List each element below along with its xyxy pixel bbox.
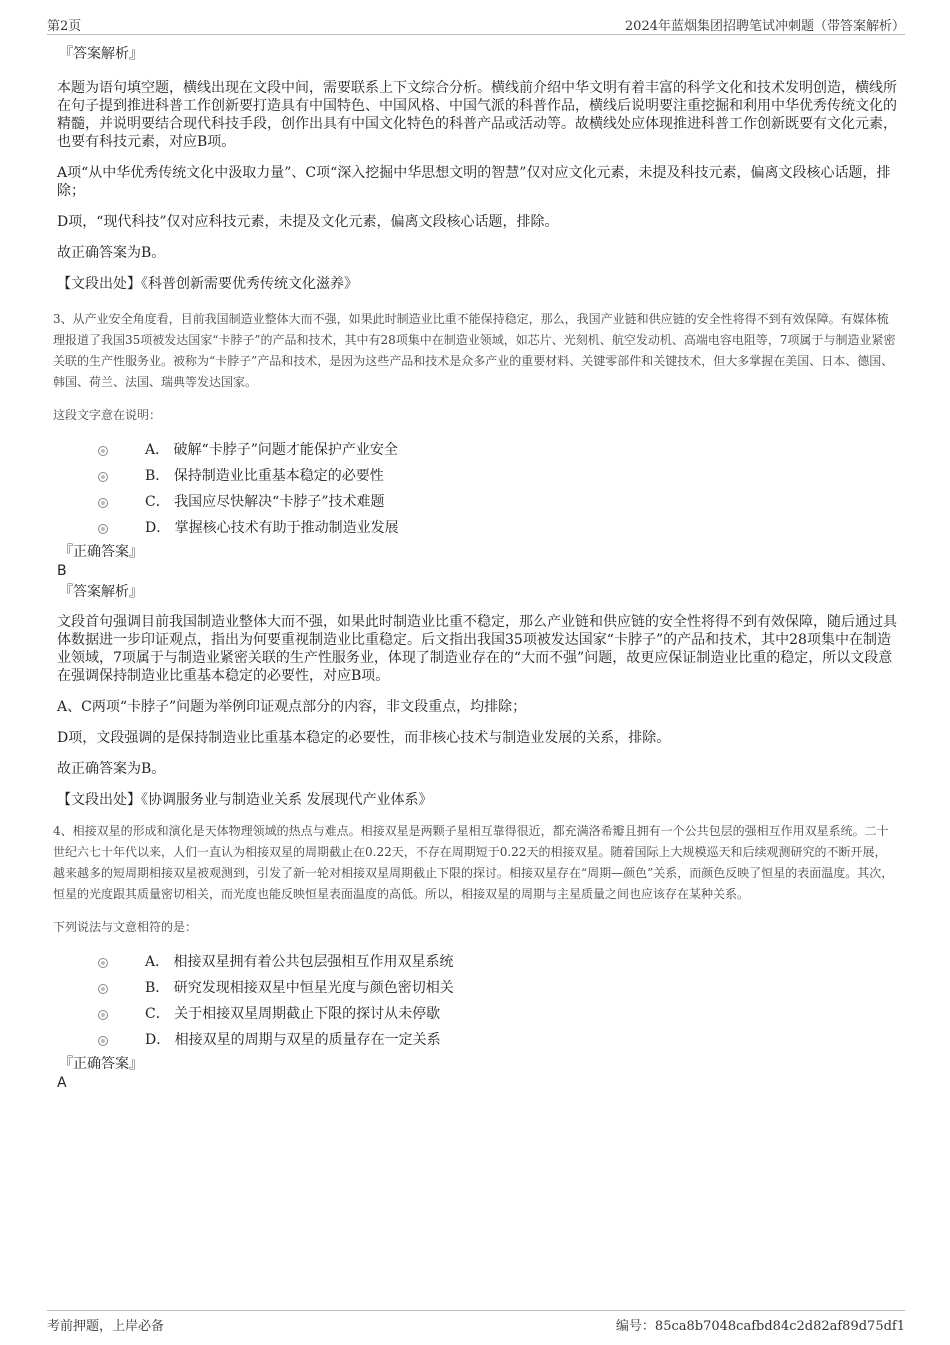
option-d[interactable] [57, 1028, 897, 1054]
option-a[interactable] [57, 438, 897, 464]
option-label: B． 保持制造业比重基本稳定的必要性 [145, 468, 384, 484]
radio-button-icon[interactable] [98, 498, 108, 508]
radio-button-icon[interactable] [98, 524, 108, 534]
option-label: B． 研究发现相接双星中恒星光度与颜色密切相关 [145, 980, 454, 996]
document-code: 编号：85ca8b7048cafbd84c2d82af89d75df1 [615, 1319, 905, 1334]
source-citation: 【文段出处】《协调服务业与制造业关系 发展现代产业体系》 [57, 792, 433, 808]
document-title: 2024年蓝烟集团招聘笔试冲刺题（带答案解析） [624, 19, 905, 34]
correct-answer: A [57, 1075, 67, 1091]
page-header [47, 14, 905, 35]
option-c[interactable] [57, 490, 897, 516]
question-text: 4、相接双星的形成和演化是天体物理领域的热点与难点。相接双星是两颗子星相互靠得很近，都充满洛希瓣且拥有一个公共包层的强相互作用双星系统。二十世纪六七十年代以来，人们一直认为相接双星的周期截止在0.22天，不存在周期短于0.22天的相接双星。随着国际上大规模巡天和后续观测研究的不断开展，越来越多的短周期相接双星被观测到，引发了新一轮对相接双星周期截止下限的探讨。相接双星存在“周期—颜色”关系，而颜色反映了恒星的表面温度。其次，恒星的光度跟其质量密切相关，而光度也能反映恒星表面温度的高低。所以，相接双星的周期与主星质量之间也应该存在某种关系。 [53, 824, 894, 901]
radio-button-icon[interactable] [98, 1036, 108, 1046]
question-text: 3、从产业安全角度看，目前我国制造业整体大而不强，如果此时制造业比重不能保持稳定，那么，我国产业链和供应链的安全性将得不到有效保障。有媒体梳理报道了我国35项被发达国家“卡脖子”的产品和技术，其中有28项集中在制造业领域，如芯片、光刻机、航空发动机、高端电容电阻等，7项属于与制造业紧密关联的生产性服务业。被称为“卡脖子”产品和技术，是因为这些产品和技术是众多产业的重要材料、关键零部件和关键技术，但大多掌握在美国、日本、德国、韩国、荷兰、法国、瑞典等发达国家。 [53, 312, 896, 389]
analysis-label: 『答案解析』 [59, 584, 143, 600]
option-b[interactable] [57, 976, 897, 1002]
option-label: D． 掌握核心技术有助于推动制造业发展 [145, 520, 399, 536]
question-prompt: 这段文字意在说明： [53, 408, 162, 422]
option-label: C． 关于相接双星周期截止下限的探讨从未停歇 [145, 1006, 441, 1022]
analysis-paragraph: 文段首句强调目前我国制造业整体大而不强，如果此时制造业比重不稳定，那么产业链和供应链的安全性将得不到有效保障，随后通过具体数据进一步印证观点，指出为何要重视制造业比重稳定。后文指出我国35项被发达国家“卡脖子”的产品和技术，其中28项集中在制造业领域，7项属于与制造业紧密关联的生产性服务业，体现了制造业存在的“大而不强”问题，故更应保证制造业比重的稳定，所以文段意在强调保持制造业比重基本稳定的必要性，对应B项。 [57, 614, 897, 684]
option-label: A． 破解“卡脖子”问题才能保护产业安全 [145, 442, 398, 458]
option-label: C． 我国应尽快解决“卡脖子”技术难题 [145, 494, 385, 510]
radio-button-icon[interactable] [98, 446, 108, 456]
option-d[interactable] [57, 516, 897, 542]
analysis-paragraph: A、C两项“卡脖子”问题为举例印证观点部分的内容，非文段重点，均排除； [57, 699, 527, 715]
analysis-conclusion: 故正确答案为B。 [57, 761, 166, 777]
main-content [53, 44, 897, 1092]
option-label: A． 相接双星拥有着公共包层强相互作用双星系统 [145, 954, 454, 970]
radio-button-icon[interactable] [98, 1010, 108, 1020]
option-label: D． 相接双星的周期与双星的质量存在一定关系 [145, 1032, 441, 1048]
page-number: 第2页 [47, 19, 82, 34]
analysis-paragraph: 本题为语句填空题，横线出现在文段中间，需要联系上下文综合分析。横线前介绍中华文明有着丰富的科学文化和技术发明创造，横线所在句子提到推进科普工作创新要打造具有中国特色、中国风格、中国气派的科普作品，横线后说明要注重挖掘和利用中华优秀传统文化的精髓，并说明要结合现代科技手段，创作出具有中国文化特色的科普产品或活动等。故横线处应体现推进科普工作创新既要有文化元素，也要有科技元素，对应B项。 [57, 80, 897, 150]
option-b[interactable] [57, 464, 897, 490]
analysis-paragraph: D项，文段强调的是保持制造业比重基本稳定的必要性，而非核心技术与制造业发展的关系，排除。 [57, 730, 671, 746]
correct-answer-label: 『正确答案』 [59, 1056, 143, 1072]
analysis-paragraph: D项，“现代科技”仅对应科技元素，未提及文化元素，偏离文段核心话题，排除。 [57, 214, 559, 230]
analysis-paragraph: A项“从中华优秀传统文化中汲取力量”、C项“深入挖掘中华思想文明的智慧”仅对应文化元素，未提及科技元素，偏离文段核心话题，排除； [57, 165, 891, 199]
question-prompt: 下列说法与文意相符的是： [53, 920, 198, 934]
option-a[interactable] [57, 950, 897, 976]
options-list [57, 950, 897, 1054]
radio-button-icon[interactable] [98, 984, 108, 994]
page-footer [47, 1310, 905, 1333]
footer-slogan: 考前押题，上岸必备 [47, 1319, 165, 1334]
correct-answer: B [57, 563, 67, 579]
radio-button-icon[interactable] [98, 958, 108, 968]
radio-button-icon[interactable] [98, 472, 108, 482]
analysis-label: 『答案解析』 [59, 46, 143, 62]
source-citation: 【文段出处】《科普创新需要优秀传统文化滋养》 [57, 276, 358, 292]
analysis-conclusion: 故正确答案为B。 [57, 245, 166, 261]
option-c[interactable] [57, 1002, 897, 1028]
options-list [57, 438, 897, 542]
correct-answer-label: 『正确答案』 [59, 544, 143, 560]
